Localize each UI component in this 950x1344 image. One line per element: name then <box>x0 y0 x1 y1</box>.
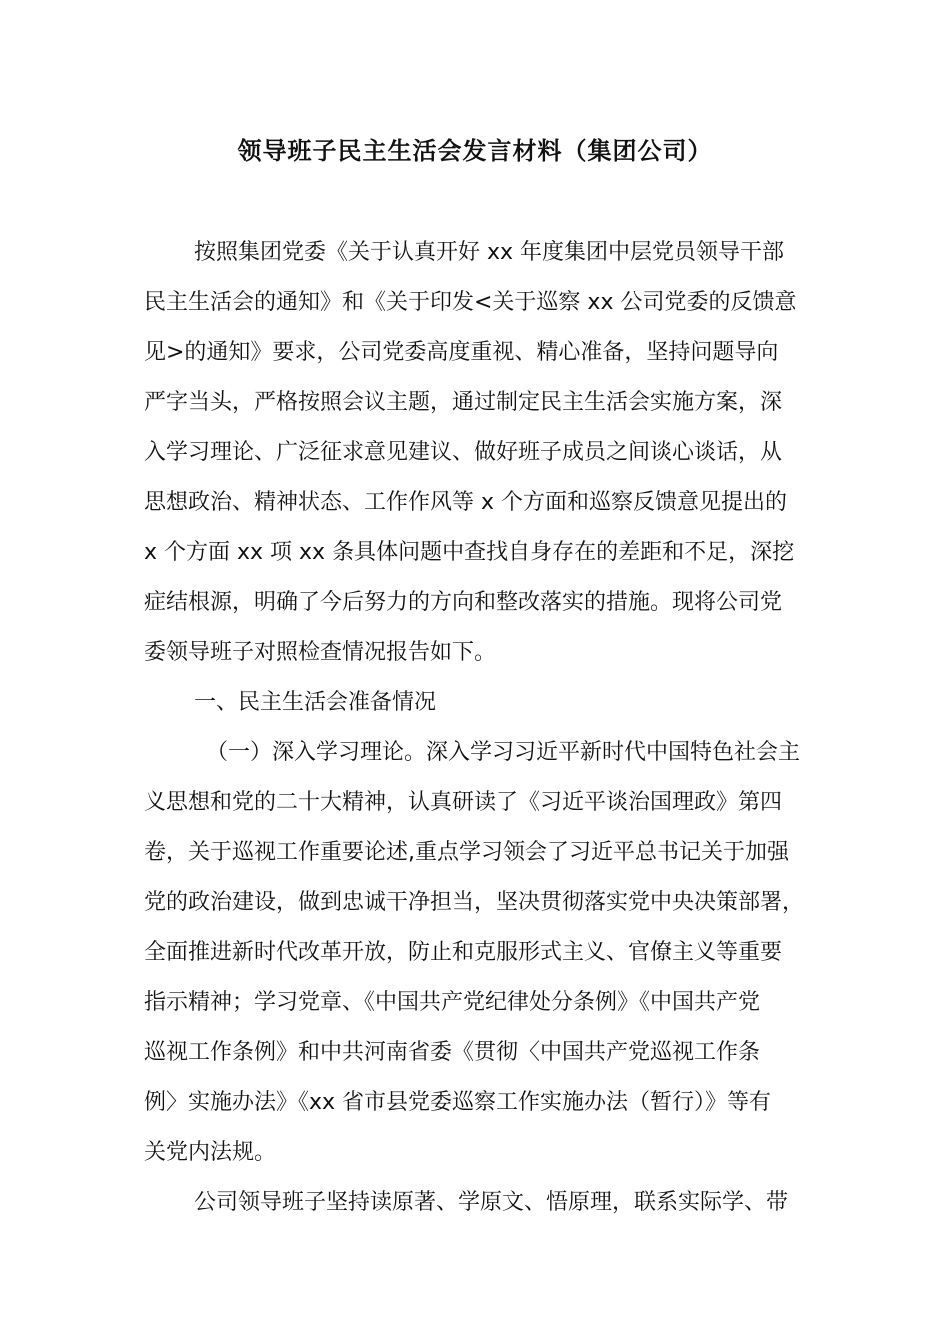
text-line: 民主生活会的通知》和《关于印发<关于巡察 xx 公司党委的反馈意 <box>144 290 797 315</box>
text-line: 症结根源，明确了今后努力的方向和整改落实的措施。现将公司党 <box>144 590 783 615</box>
text-line: 公司领导班子坚持读原著、学原文、悟原理，联系实际学、带 <box>194 1190 789 1215</box>
text-line: 委领导班子对照检查情况报告如下。 <box>144 640 497 665</box>
text-line: 见>的通知》要求，公司党委高度重视、精心准备，坚持问题导向 <box>144 340 779 365</box>
text-line: 入学习理论、广泛征求意见建议、做好班子成员之间谈心谈话，从 <box>144 440 783 465</box>
text-line: （一）深入学习理论。深入学习习近平新时代中国特色社会主 <box>206 740 801 765</box>
paragraph-intro <box>144 228 814 678</box>
text-line: 按照集团党委《关于认真开好 xx 年度集团中层党员领导干部 <box>194 240 785 265</box>
text-line: 严字当头，严格按照会议主题，通过制定民主生活会实施方案，深 <box>144 390 783 415</box>
section-heading <box>144 678 814 728</box>
paragraph-study <box>144 728 814 1178</box>
text-line: 党的政治建设，做到忠诚干净担当，坚决贯彻落实党中央决策部署， <box>144 890 805 915</box>
text-line: 例〉实施办法》《xx 省市县党委巡察工作实施办法（暂行）》等有 <box>144 1090 772 1115</box>
text-line: 关党内法规。 <box>144 1140 277 1165</box>
text-line: 巡视工作条例》和中共河南省委《贯彻〈中国共产党巡视工作条 <box>144 1040 761 1065</box>
document-title: 领导班子民主生活会发言材料（集团公司） <box>237 137 713 165</box>
text-line: 义思想和党的二十大精神，认真研读了《习近平谈治国理政》第四 <box>144 790 783 815</box>
text-line: 思想政治、精神状态、工作作风等 x 个方面和巡察反馈意见提出的 <box>144 490 788 515</box>
text-line: x 个方面 xx 项 xx 条具体问题中查找自身存在的差距和不足，深挖 <box>144 540 795 565</box>
document-body <box>144 228 814 1228</box>
paragraph-leadership <box>144 1178 814 1228</box>
section-heading-text: 一、民主生活会准备情况 <box>194 690 437 715</box>
text-line: 指示精神；学习党章、《中国共产党纪律处分条例》《中国共产党 <box>144 990 761 1015</box>
text-line: 卷，关于巡视工作重要论述,重点学习领会了习近平总书记关于加强 <box>144 840 789 865</box>
text-line: 全面推进新时代改革开放，防止和克服形式主义、官僚主义等重要 <box>144 940 783 965</box>
